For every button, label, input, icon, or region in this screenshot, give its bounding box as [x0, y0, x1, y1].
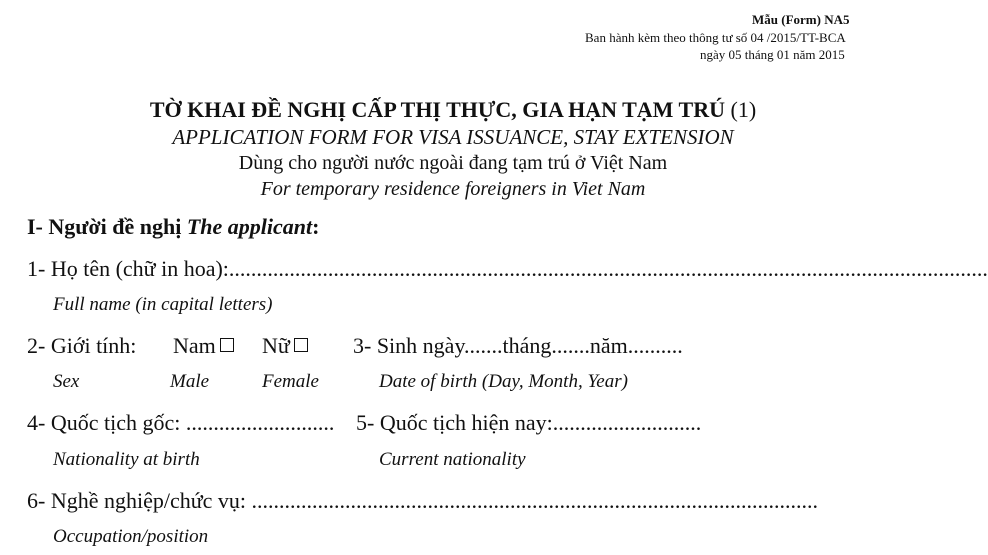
sex-male-label: Nam [173, 333, 216, 358]
section-colon: : [312, 214, 320, 239]
full-name-field[interactable]: .......................................................................................................................................... [228, 256, 988, 281]
dob-month-label: tháng [502, 333, 552, 358]
nationality-birth-field[interactable]: ........................... [185, 410, 335, 435]
female-checkbox[interactable] [294, 338, 308, 352]
full-name-sub: Full name (in capital letters) [53, 294, 273, 315]
full-name-label: 1- Họ tên (chữ in hoa): [27, 256, 229, 281]
sex-female-option[interactable] [262, 333, 308, 359]
nationality-birth-label: 4- Quốc tịch gốc: [27, 410, 186, 435]
dob-day-field[interactable]: ....... [464, 333, 503, 358]
female-sub: Female [262, 371, 319, 392]
occupation-label: 6- Nghề nghiệp/chức vụ: [27, 488, 252, 513]
sex-label: 2- Giới tính: [27, 333, 137, 358]
section-applicant [27, 214, 319, 240]
title-block [0, 96, 906, 202]
section-en: The applicant [186, 214, 313, 239]
dob-year-label: năm [589, 333, 628, 358]
nationality-current-sub: Current nationality [379, 449, 526, 470]
title-en: APPLICATION FORM FOR VISA ISSUANCE, STAY EXTENSION [172, 125, 734, 149]
form-code: Mẫu (Form) NA5 [752, 12, 850, 27]
dob-month-field[interactable]: ....... [551, 333, 590, 358]
dob-year-field[interactable]: .......... [627, 333, 683, 358]
title-vn-main: TỜ KHAI ĐỀ NGHỊ CẤP THỊ THỰC, GIA HẠN TẠM TRÚ [149, 97, 725, 122]
full-name-row [27, 256, 988, 282]
occupation-row [27, 488, 832, 514]
sex-male-option[interactable] [173, 333, 234, 359]
nationality-current-label: 5- Quốc tịch hiện nay: [356, 410, 553, 435]
occupation-field[interactable]: ....................................................................................................... [251, 488, 819, 513]
subtitle-en: For temporary residence foreigners in Viet Nam [260, 178, 646, 200]
nationality-birth-row [27, 410, 335, 436]
dob-sub: Date of birth (Day, Month, Year) [379, 371, 628, 392]
male-checkbox[interactable] [220, 338, 234, 352]
sex-sub: Sex [53, 371, 80, 392]
subtitle-vn: Dùng cho người nước ngoài đang tạm trú ở Việt Nam [238, 152, 668, 174]
nationality-current-row [356, 410, 702, 436]
issued-date: ngày 05 tháng 01 năm 2015 [700, 47, 845, 62]
sex-female-label: Nữ [262, 333, 290, 358]
nationality-current-field[interactable]: ........................... [552, 410, 702, 435]
section-vn: I- Người đề nghị [27, 214, 187, 239]
title-vn [0, 96, 906, 124]
male-sub: Male [170, 371, 210, 392]
dob-row [353, 333, 683, 359]
title-vn-note: (1) [725, 97, 757, 122]
occupation-sub: Occupation/position [53, 526, 209, 547]
nationality-birth-sub: Nationality at birth [53, 449, 200, 470]
dob-label: 3- Sinh ngày [353, 333, 465, 358]
issued-by: Ban hành kèm theo thông tư số 04 /2015/TT-BCA [585, 30, 846, 45]
